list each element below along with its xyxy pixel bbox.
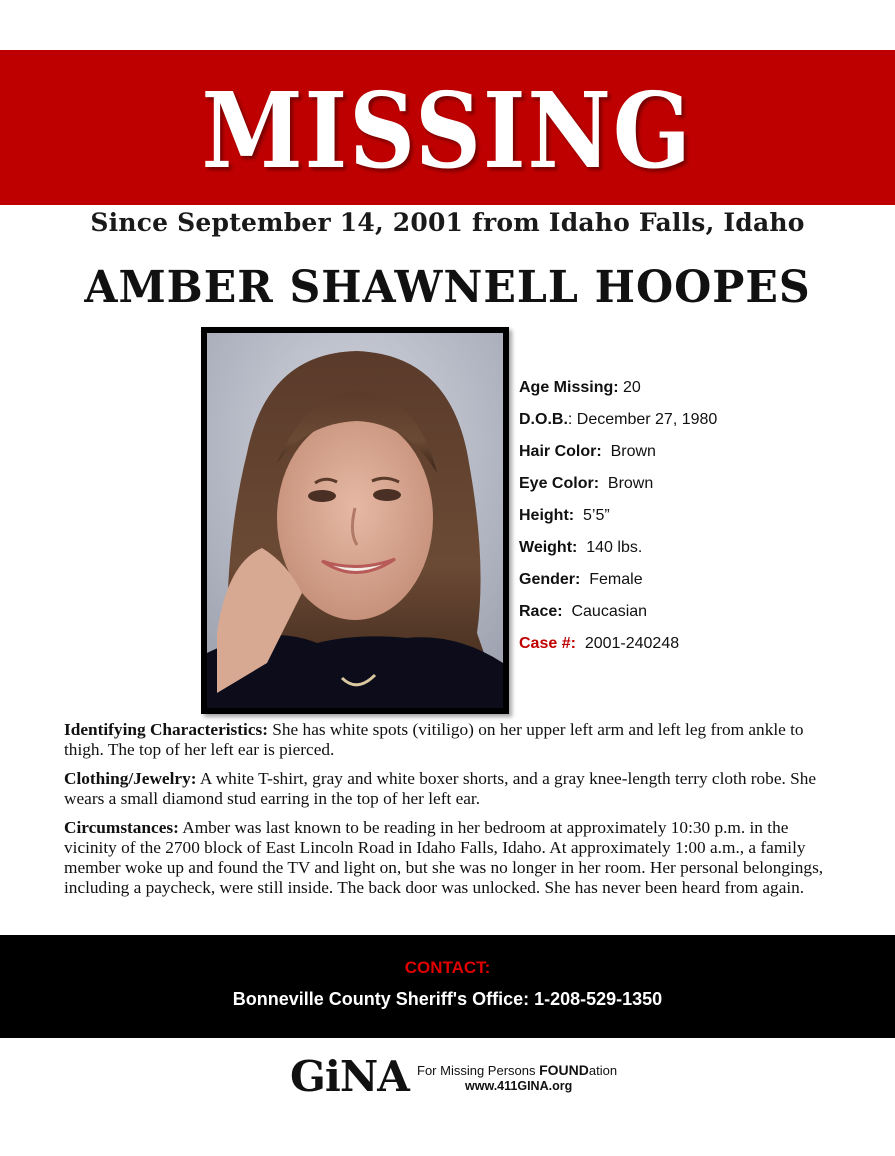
- fact-weight: Weight: 140 lbs.: [519, 539, 643, 556]
- identifying-characteristics: Identifying Characteristics: She has white spots (vitiligo) on her upper left arm and left leg from ankle to thigh. The top of her left ear is pierced.: [64, 720, 804, 759]
- person-photo: [207, 333, 503, 708]
- fact-case-number: Case #: 2001-240248: [519, 635, 680, 652]
- gina-logo: GiNA: [290, 1052, 409, 1101]
- fact-gender: Gender: Female: [519, 571, 643, 588]
- clothing-jewelry: Clothing/Jewelry: A white T-shirt, gray and white boxer shorts, and a gray knee-length terry cloth robe. She wears a small diamond stud earring in the top of her left ear.: [64, 769, 817, 808]
- facts-list: [519, 377, 859, 665]
- gina-website-link[interactable]: www.411GINA.org: [465, 1079, 573, 1093]
- gina-tagline: For Missing Persons FOUNDation: [417, 1062, 618, 1078]
- fact-dob: D.O.B.: December 27, 1980: [519, 411, 718, 428]
- gina-footer: [290, 1054, 650, 1100]
- contact-phone-line: Bonneville County Sheriff's Office: 1-208-529-1350: [232, 989, 663, 1009]
- person-name: AMBER SHAWNELL HOOPES: [84, 262, 811, 313]
- fact-height: Height: 5’5”: [519, 507, 610, 524]
- fact-eye-color: Eye Color: Brown: [519, 475, 654, 492]
- missing-banner: [0, 50, 895, 205]
- missing-since-line: Since September 14, 2001 from Idaho Falls, Idaho: [90, 208, 805, 237]
- fact-race: Race: Caucasian: [519, 603, 648, 620]
- details-section: [64, 720, 844, 907]
- fact-age-missing: Age Missing: 20: [519, 379, 641, 396]
- photo-frame: [201, 327, 509, 714]
- circumstances: Circumstances: Amber was last known to be reading in her bedroom at approximately 10:30 p.m. in the vicinity of the 2700 block of East Lincoln Road in Idaho Falls, Idaho. At approximately 1:00 a.m., a family member woke up and found the TV and light on, but she was no longer in her room. Her personal belongings, including a paycheck, were still inside. The back door was unlocked. She has never been heard from again.: [64, 818, 824, 897]
- contact-label: CONTACT:: [404, 958, 491, 977]
- portrait-illustration: [207, 333, 503, 708]
- fact-hair-color: Hair Color: Brown: [519, 443, 656, 460]
- banner-title: MISSING: [201, 68, 694, 192]
- contact-bar: [0, 935, 895, 1038]
